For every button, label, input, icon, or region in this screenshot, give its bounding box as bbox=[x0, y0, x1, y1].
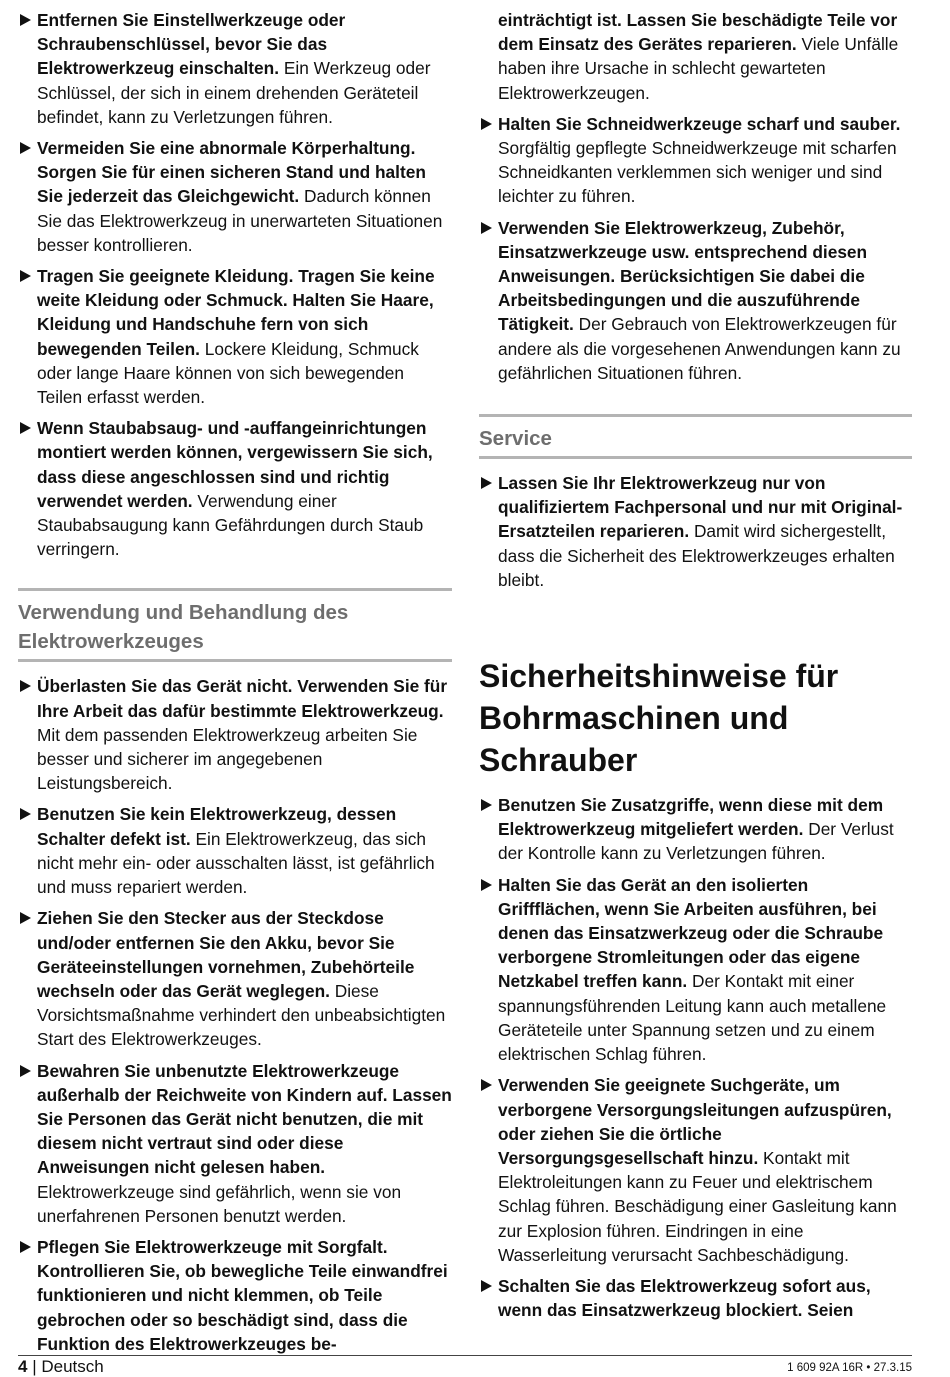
section-rule bbox=[18, 659, 452, 662]
triangle-bullet-icon bbox=[481, 1280, 492, 1292]
list-item: Schalten Sie das Elektrowerkzeug sofort aus, wenn das Einsatzwerkzeug blockiert. Seien bbox=[479, 1274, 912, 1322]
triangle-bullet-icon bbox=[20, 270, 31, 282]
triangle-bullet-icon bbox=[481, 879, 492, 891]
list-item: Lassen Sie Ihr Elektrowerkzeug nur von qualifiziertem Fachpersonal und nur mit Original-Ersatzteilen reparieren. Damit wird sichergestellt, dass die Sicherheit des Elektrowerkzeuges erhalten bleibt. bbox=[479, 471, 912, 592]
page-number: 4 bbox=[18, 1357, 28, 1376]
list-item: Benutzen Sie kein Elektrowerkzeug, dessen Schalter defekt ist. Ein Elektrowerkzeug, das sich nicht mehr ein- oder ausschalten lässt, ist gefährlich und muss repariert werden. bbox=[18, 802, 452, 899]
footer-rule bbox=[18, 1355, 912, 1356]
list-item: Verwenden Sie geeignete Suchgeräte, um verborgene Versorgungsleitungen aufzuspüren, oder ziehen Sie die örtliche Versorgungsgesellschaft hinzu. Kontakt mit Elektroleitungen kann zu Feuer und elektrischem Schlag führen. Beschädigung einer Gasleitung kann zur Explosion führen. Eindringen in eine Wasserleitung verursacht Sachbeschädigung. bbox=[479, 1073, 912, 1267]
footer-language: Deutsch bbox=[41, 1357, 104, 1376]
footer-separator: | bbox=[27, 1357, 42, 1376]
left-column bbox=[18, 8, 452, 1363]
footer-page-info bbox=[18, 1357, 104, 1377]
triangle-bullet-icon bbox=[20, 14, 31, 26]
list-item: Entfernen Sie Einstellwerkzeuge oder Schraubenschlüssel, bevor Sie das Elektrowerkzeug einschalten. Ein Werkzeug oder Schlüssel, der sich in einem drehenden Geräteteil befindet, kann zu Verletzungen führen. bbox=[18, 8, 452, 129]
list-item: Bewahren Sie unbenutzte Elektrowerkzeuge außerhalb der Reichweite von Kindern auf. Lassen Sie Personen das Gerät nicht benutzen, die mit diesem nicht vertraut sind oder diese Anweisungen nicht gelesen haben. Elektrowerkzeuge sind gefährlich, wenn sie von unerfahrenen Personen benutzt werden. bbox=[18, 1059, 452, 1228]
triangle-bullet-icon bbox=[20, 1065, 31, 1077]
main-heading: Sicherheitshinweise für Bohrmaschinen und Schrauber bbox=[479, 658, 839, 779]
list-item: Vermeiden Sie eine abnormale Körperhaltung. Sorgen Sie für einen sicheren Stand und halten Sie jederzeit das Gleichgewicht. Dadurch können Sie das Elektrowerkzeug in unerwarteten Situationen besser kontrollieren. bbox=[18, 136, 452, 257]
triangle-bullet-icon bbox=[20, 808, 31, 820]
section-heading: Service bbox=[479, 427, 552, 451]
list-item: Ziehen Sie den Stecker aus der Steckdose und/oder entfernen Sie den Akku, bevor Sie Geräteeinstellungen vornehmen, Zubehörteile wechseln oder das Gerät weglegen. Diese Vorsichtsmaßnahme verhindert den unbeabsichtigten Start des Elektrowerkzeuges. bbox=[18, 906, 452, 1051]
list-item: Halten Sie Schneidwerkzeuge scharf und sauber. Sorgfältig gepflegte Schneidwerkzeuge mit scharfen Schneidkanten verklemmen sich weniger und sind leichter zu führen. bbox=[479, 112, 912, 209]
triangle-bullet-icon bbox=[481, 477, 492, 489]
list-item: Überlasten Sie das Gerät nicht. Verwenden Sie für Ihre Arbeit das dafür bestimmte Elektrowerkzeug. Mit dem passenden Elektrowerkzeug arbeiten Sie besser und sicherer im angegebenen Leistungsbereich. bbox=[18, 674, 452, 795]
list-item: Tragen Sie geeignete Kleidung. Tragen Sie keine weite Kleidung oder Schmuck. Halten Sie Haare, Kleidung und Handschuhe fern von sich bewegenden Teilen. Lockere Kleidung, Schmuck oder lange Haare können von sich bewegenden Teilen erfasst werden. bbox=[18, 264, 452, 409]
list-item: Halten Sie das Gerät an den isolierten Griffflächen, wenn Sie Arbeiten ausführen, bei denen das Einsatzwerkzeug oder die Schraube verborgene Stromleitungen oder das eigene Netzkabel treffen kann. Der Kontakt mit einer spannungsführenden Leitung kann auch metallene Geräteteile unter Spannung setzen und zu einem elektrischen Schlag führen. bbox=[479, 873, 912, 1067]
triangle-bullet-icon bbox=[20, 142, 31, 154]
triangle-bullet-icon bbox=[481, 799, 492, 811]
triangle-bullet-icon bbox=[481, 222, 492, 234]
right-column bbox=[479, 8, 912, 1329]
triangle-bullet-icon bbox=[20, 680, 31, 692]
triangle-bullet-icon bbox=[20, 1241, 31, 1253]
list-item: Pflegen Sie Elektrowerkzeuge mit Sorgfalt. Kontrollieren Sie, ob bewegliche Teile einwandfrei funktionieren und nicht klemmen, ob Teile gebrochen oder so beschädigt sind, dass die Funktion des Elektrowerkzeuges be- bbox=[18, 1235, 452, 1356]
list-item: Benutzen Sie Zusatzgriffe, wenn diese mit dem Elektrowerkzeug mitgeliefert werden. Der Verlust der Kontrolle kann zu Verletzungen führen. bbox=[479, 793, 912, 866]
list-item-continuation: einträchtigt ist. Lassen Sie beschädigte Teile vor dem Einsatz des Gerätes reparieren. Viele Unfälle haben ihre Ursache in schlecht gewarteten Elektrowerkzeugen. bbox=[498, 10, 899, 103]
section-rule bbox=[479, 456, 912, 459]
footer-doc-code: 1 609 92A 16R • 27.3.15 bbox=[787, 1362, 912, 1374]
section-heading: Verwendung und Behandlung des Elektrowerkzeuges bbox=[18, 601, 349, 654]
list-item: Wenn Staubabsaug- und -auffangeinrichtungen montiert werden können, vergewissern Sie sich, dass diese angeschlossen sind und richtig verwendet werden. Verwendung einer Staubabsaugung kann Gefährdungen durch Staub verringern. bbox=[18, 416, 452, 561]
triangle-bullet-icon bbox=[481, 1079, 492, 1091]
list-item: Verwenden Sie Elektrowerkzeug, Zubehör, Einsatzwerkzeuge usw. entsprechend diesen Anweisungen. Berücksichtigen Sie dabei die Arbeitsbedingungen und die auszuführende Tätigkeit. Der Gebrauch von Elektrowerkzeugen für andere als die vorgesehenen Anwendungen kann zu gefährlichen Situationen führen. bbox=[479, 216, 912, 385]
triangle-bullet-icon bbox=[20, 422, 31, 434]
triangle-bullet-icon bbox=[20, 912, 31, 924]
triangle-bullet-icon bbox=[481, 118, 492, 130]
